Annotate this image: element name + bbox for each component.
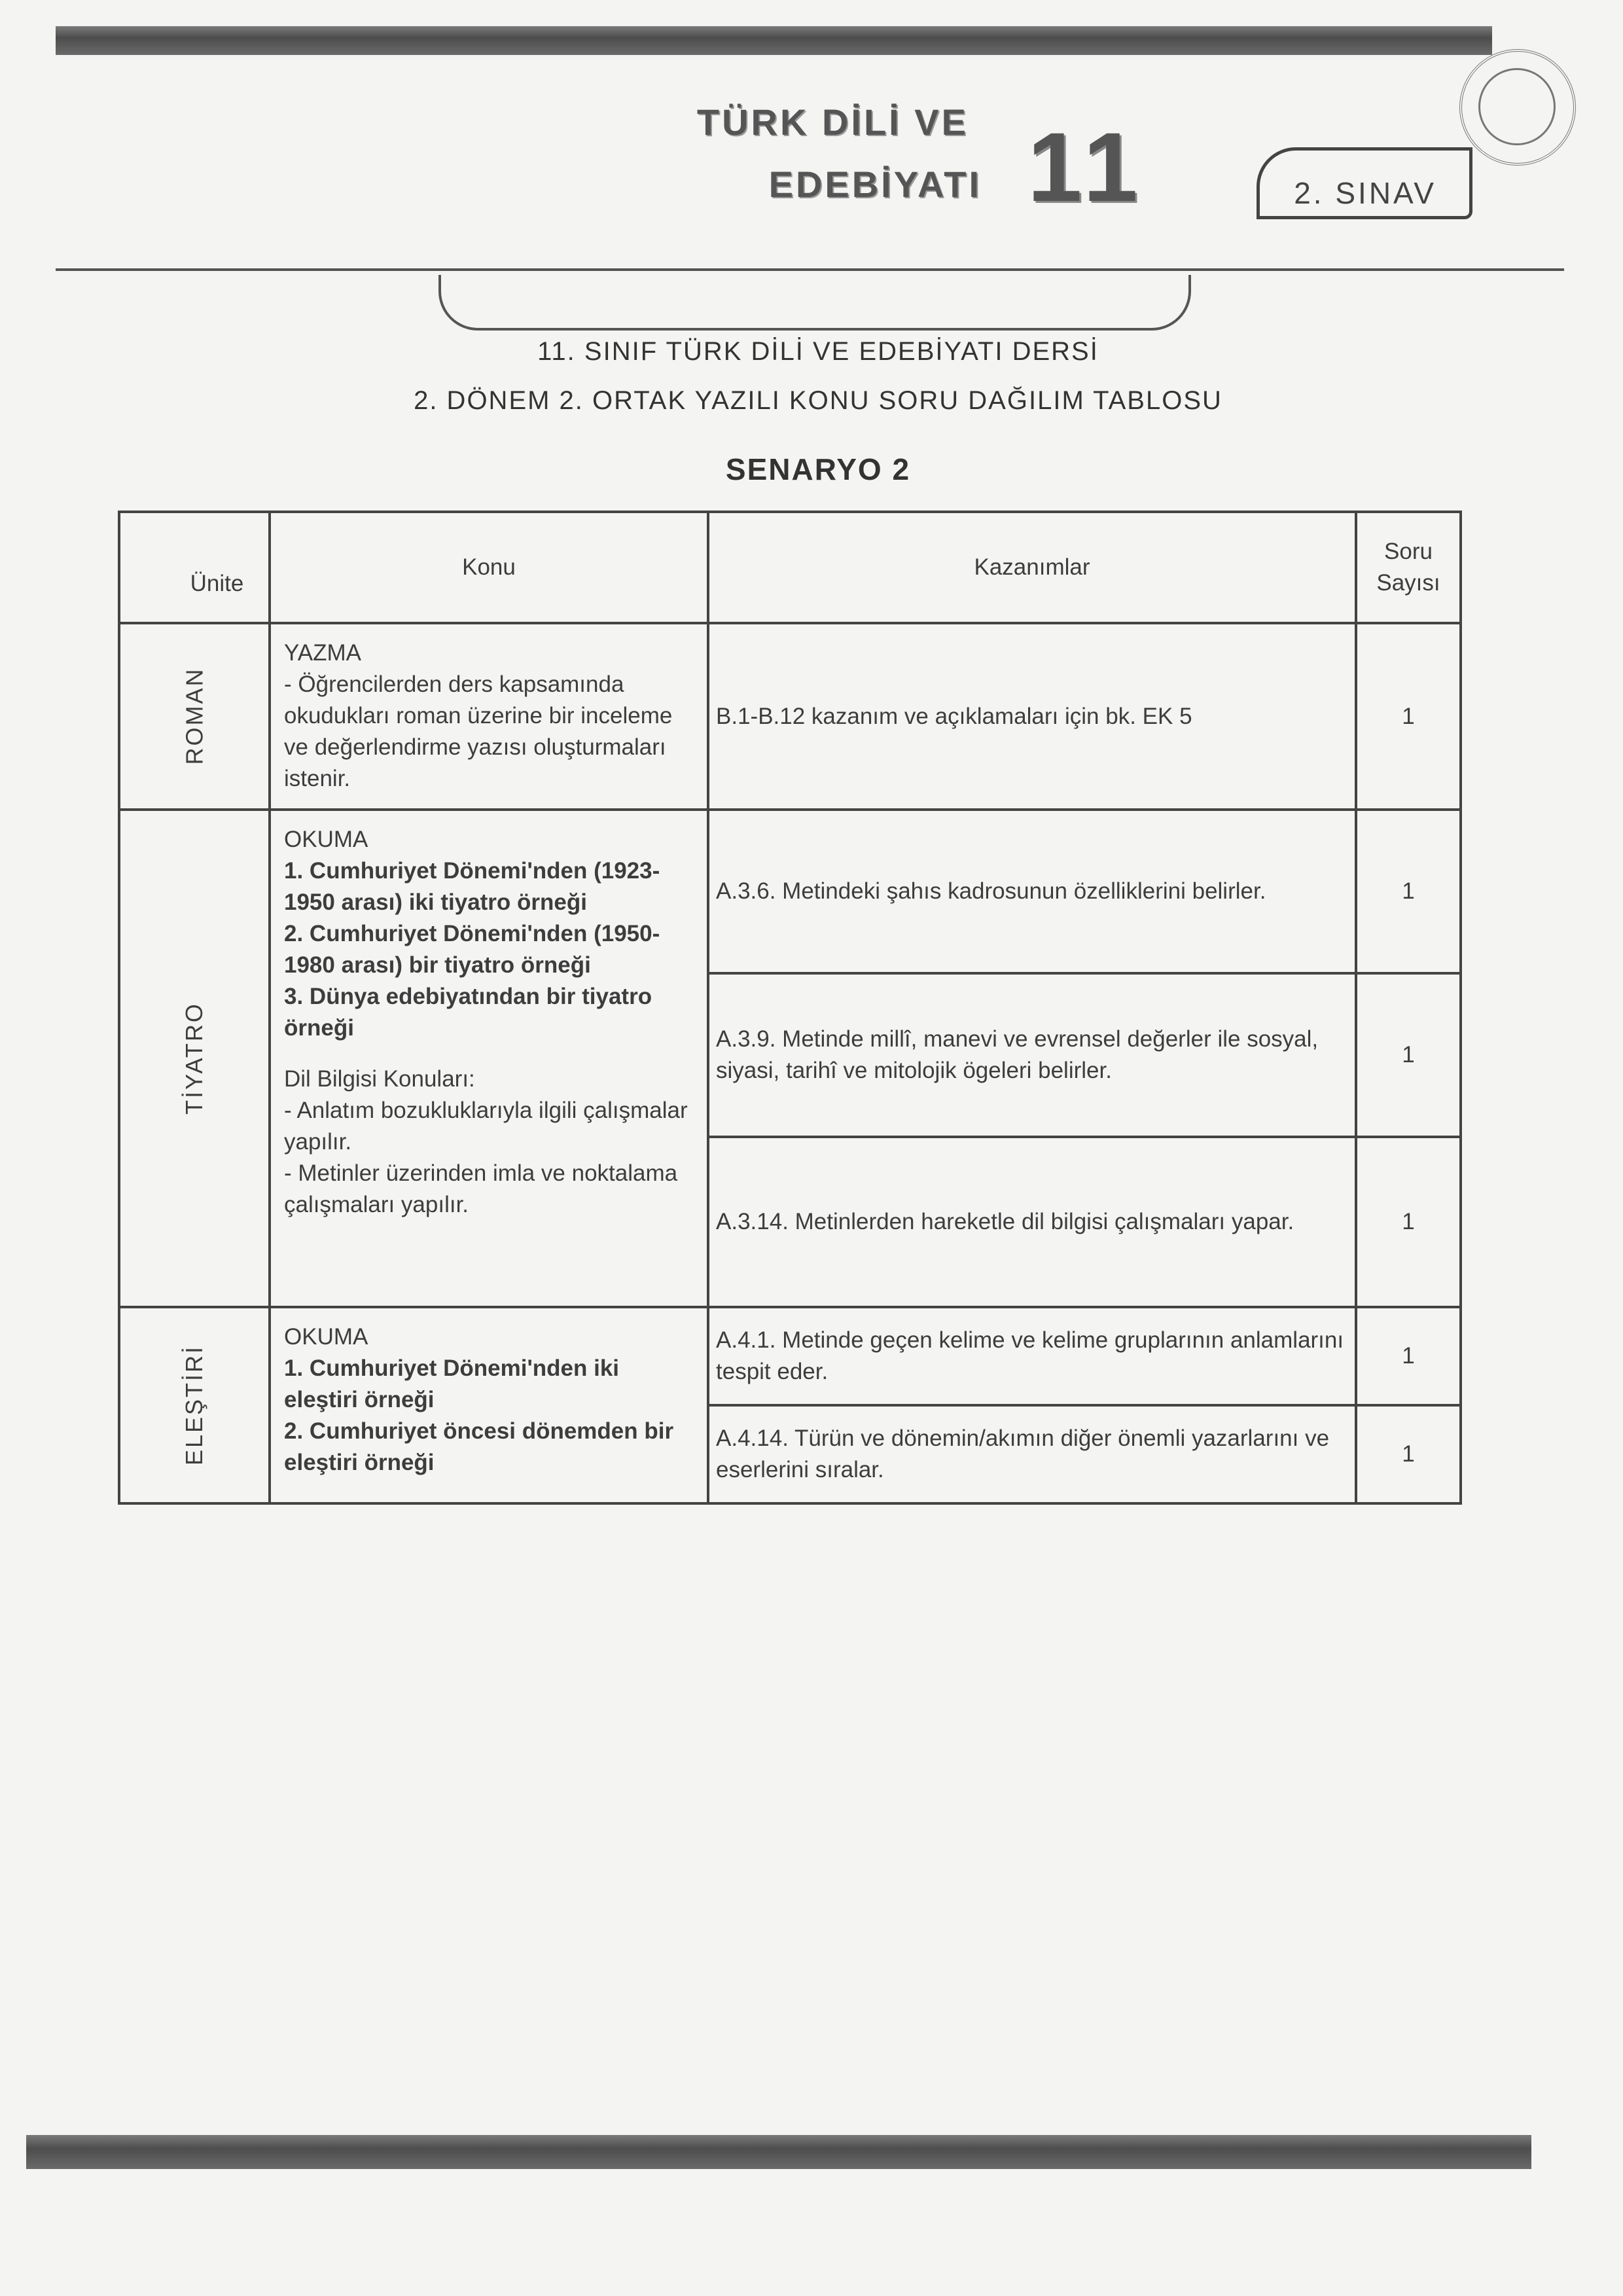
konu-title: YAZMA (284, 640, 361, 666)
kazanim-cell: A.3.6. Metindeki şahıs kadrosunun özelliklerini belirler. (708, 810, 1356, 973)
table-header-row (119, 512, 1461, 623)
soru-cell: 1 (1356, 810, 1461, 973)
unit-cell-elestiri (119, 1307, 270, 1503)
bottom-decorative-bar (26, 2135, 1531, 2169)
soru-cell: 1 (1356, 1137, 1461, 1307)
konu-note: - Metinler üzerinden imla ve noktalama çalışmaları yapılır. (284, 1160, 678, 1217)
soru-cell: 1 (1356, 1405, 1461, 1503)
exam-badge (1257, 147, 1472, 219)
scenario-label: SENARYO 2 (725, 452, 911, 486)
subject-title-line2: EDEBİYATI (768, 164, 982, 205)
table-row (119, 623, 1461, 810)
unit-label: TİYATRO (180, 1001, 207, 1115)
header-divider (56, 268, 1564, 271)
exam-label: 2. SINAV (1294, 176, 1436, 210)
table-row (119, 810, 1461, 973)
soru-cell: 1 (1356, 623, 1461, 810)
document-title: 11. SINIF TÜRK DİLİ VE EDEBİYATI DERSİ (537, 337, 1099, 366)
header-kazanimlar: Kazanımlar (708, 512, 1356, 623)
header-konu: Konu (270, 512, 708, 623)
konu-cell-roman (270, 623, 708, 810)
konu-item: 3. Dünya edebiyatından bir tiyatro örneği (284, 984, 652, 1041)
ministry-seal-icon (1459, 49, 1576, 166)
konu-text: - Öğrencilerden ders kapsamında okudukları roman üzerine bir inceleme ve değerlendirme yazısı oluşturmaları istenir. (284, 672, 673, 791)
konu-subtitle: Dil Bilgisi Konuları: (284, 1066, 475, 1092)
konu-item: 1. Cumhuriyet Dönemi'nden iki eleştiri örneği (284, 1355, 620, 1412)
kazanim-cell: A.3.14. Metinlerden hareketle dil bilgisi çalışmaları yapar. (708, 1137, 1356, 1307)
header-soru (1356, 512, 1461, 623)
konu-note: - Anlatım bozukluklarıyla ilgili çalışmalar yapılır. (284, 1098, 688, 1155)
soru-cell: 1 (1356, 1307, 1461, 1405)
subject-title-line1: TÜRK DİLİ VE (696, 101, 969, 143)
konu-cell-tiyatro (270, 810, 708, 1307)
kazanim-cell: A.4.14. Türün ve dönemin/akımın diğer önemli yazarlarını ve eserlerini sıralar. (708, 1405, 1356, 1503)
kazanim-cell: B.1-B.12 kazanım ve açıklamaları için bk. EK 5 (708, 623, 1356, 810)
unit-label: ROMAN (181, 667, 207, 765)
seal-inner-ring (1478, 68, 1556, 145)
table-row (119, 1307, 1461, 1405)
grade-number: 11 (1027, 112, 1145, 222)
konu-title: OKUMA (284, 1324, 368, 1350)
unit-label: ELEŞTİRİ (181, 1344, 207, 1465)
top-decorative-bar (56, 26, 1492, 55)
kazanim-cell: A.3.9. Metinde millî, manevi ve evrensel değerler ile sosyal, siyasi, tarihî ve mitolojik ögeleri belirler. (708, 973, 1356, 1137)
soru-cell: 1 (1356, 973, 1461, 1137)
header-soru-line1: Soru (1384, 539, 1433, 564)
konu-cell-elestiri (270, 1307, 708, 1503)
distribution-table (118, 511, 1462, 1505)
header-soru-line2: Sayısı (1376, 570, 1440, 596)
kazanim-cell: A.4.1. Metinde geçen kelime ve kelime gruplarının anlamlarını tespit eder. (708, 1307, 1356, 1405)
header-tab-shape (438, 275, 1191, 331)
konu-title: OKUMA (284, 827, 368, 852)
unit-cell-roman (119, 623, 270, 810)
unit-cell-tiyatro (119, 810, 270, 1307)
document-subtitle: 2. DÖNEM 2. ORTAK YAZILI KONU SORU DAĞILIM TABLOSU (414, 386, 1222, 415)
konu-item: 2. Cumhuriyet öncesi dönemden bir eleştiri örneği (284, 1418, 674, 1475)
header-unite: Ünite (119, 512, 270, 623)
konu-item: 2. Cumhuriyet Dönemi'nden (1950-1980 arası) bir tiyatro örneği (284, 921, 660, 978)
konu-item: 1. Cumhuriyet Dönemi'nden (1923-1950 arası) iki tiyatro örneği (284, 858, 660, 915)
